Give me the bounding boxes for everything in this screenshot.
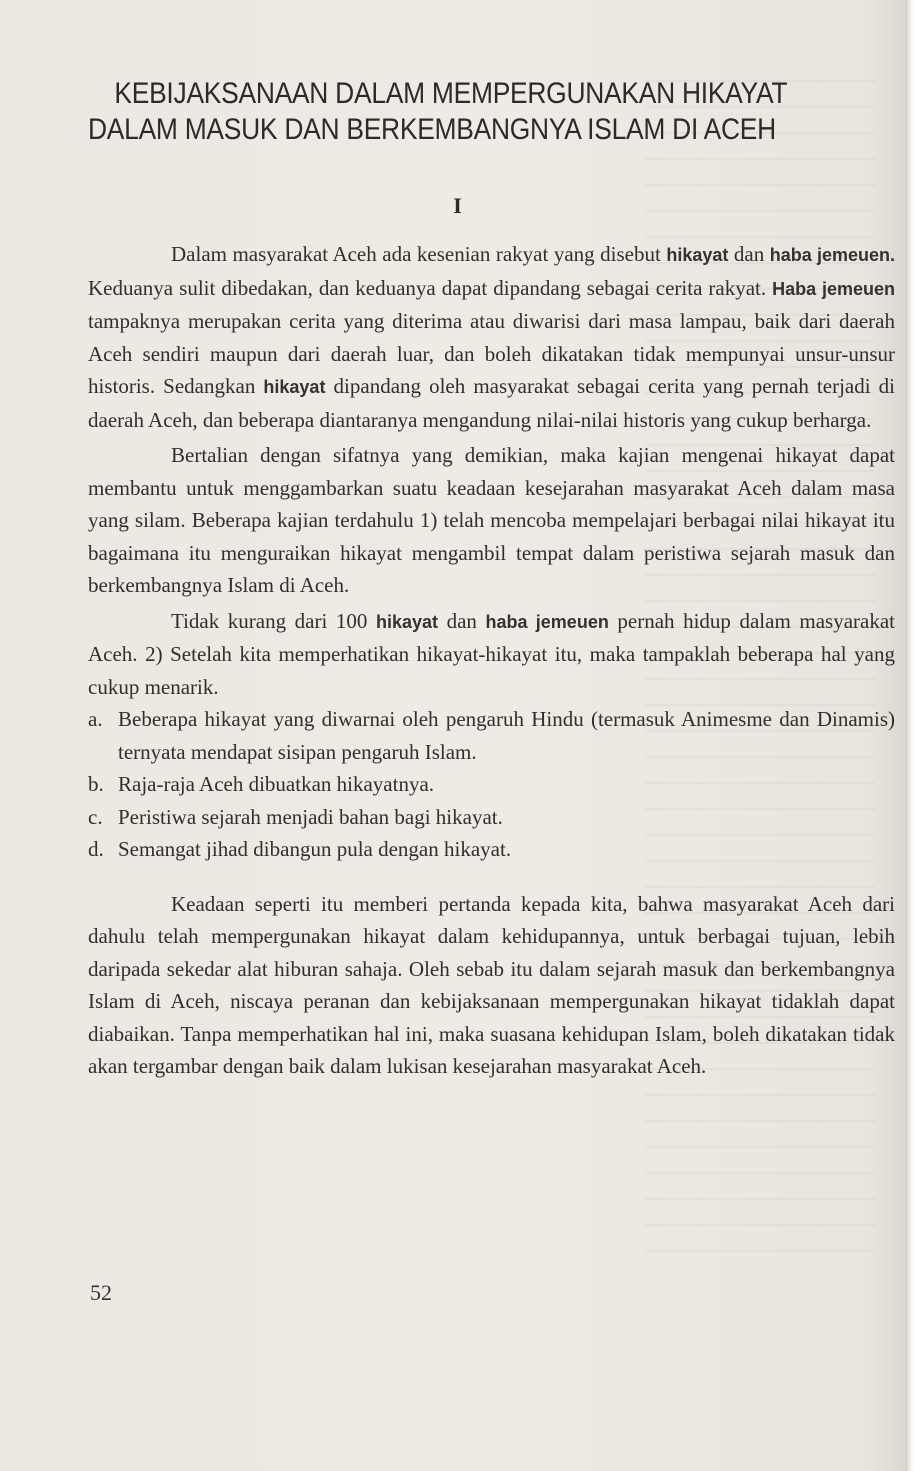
keyword-haba-jemeuen: haba jemeuen. bbox=[769, 245, 895, 265]
observation-list bbox=[88, 703, 895, 866]
keyword-haba-jemeuen: haba jemeuen bbox=[485, 611, 609, 632]
list-item bbox=[88, 801, 895, 834]
list-item-text: Raja-raja Aceh dibuatkan hikayatnya. bbox=[118, 772, 435, 796]
list-item-text: Beberapa hikayat yang diwarnai oleh pengaruh Hindu (termasuk Animesme dan Dinamis) ternyata mendapat sisipan pengaruh Islam. bbox=[118, 707, 895, 764]
list-marker: b. bbox=[88, 772, 104, 796]
list-marker: c. bbox=[88, 804, 103, 829]
chapter-title-line-1: KEBIJAKSANAAN DALAM MEMPERGUNAKAN HIKAYAT bbox=[114, 77, 788, 110]
paragraph-1-text: Keduanya sulit dibedakan, dan keduanya dapat dipandang sebagai cerita rakyat. bbox=[88, 275, 773, 300]
list-item-text: Semangat jihad dibangun pula dengan hikayat. bbox=[118, 837, 512, 861]
list-item bbox=[88, 768, 895, 801]
keyword-hikayat: hikayat bbox=[263, 377, 326, 397]
paragraph-3-text: Tidak kurang dari 100 bbox=[171, 608, 376, 633]
section-number: I bbox=[453, 193, 462, 218]
keyword-hikayat: hikayat bbox=[666, 245, 729, 265]
list-marker: d. bbox=[88, 837, 104, 861]
paragraph-2: Bertalian dengan sifatnya yang demikian, maka kajian mengenai hikayat dapat membantu untuk menggambarkan suatu keadaan kesejarahan masyarakat Aceh dalam masa yang silam. Beberapa kajian terdahulu 1) telah mencoba mempelajari berbagai nilai hikayat itu bagaimana itu menguraikan hikayat mengambil tempat dalam peristiwa sejarah masuk dan berkembangnya Islam di Aceh. bbox=[88, 443, 895, 597]
paragraph-3 bbox=[88, 605, 895, 704]
list-item bbox=[88, 703, 895, 768]
paragraph-1-text: dan bbox=[728, 242, 770, 266]
page-number: 52 bbox=[90, 1280, 112, 1305]
keyword-hikayat: hikayat bbox=[375, 611, 439, 632]
page-edge bbox=[905, 0, 915, 1471]
paragraph-1-text: Dalam masyarakat Aceh ada kesenian rakyat yang disebut bbox=[171, 242, 667, 266]
chapter-title-line-2: DALAM MASUK DAN BERKEMBANGNYA ISLAM DI ACEH bbox=[88, 113, 776, 146]
paragraph-3-text: dan bbox=[438, 608, 486, 633]
paragraph-4: Keadaan seperti itu memberi pertanda kepada kita, bahwa masyarakat Aceh dari dahulu telah mempergunakan hikayat dalam kehidupannya, untuk berbagai tujuan, lebih daripada sekedar alat hiburan sahaja. Oleh sebab itu dalam sejarah masuk dan berkembangnya Islam di Aceh, niscaya peranan dan kebijaksanaan mempergunakan hikayat tidaklah dapat diabaikan. Tanpa memperhatikan hal ini, maka suasana kehidupan Islam, boleh dikatakan tidak akan tergambar dengan baik dalam lukisan kesejarahan masyarakat Aceh. bbox=[88, 891, 895, 1078]
list-item-text: Peristiwa sejarah menjadi bahan bagi hikayat. bbox=[118, 804, 503, 829]
paragraph-1-text: tampaknya merupakan cerita yang diterima atau diwarisi dari masa lampau, baik dari daerah Aceh sendiri maupun dari daerah luar, dan boleh dikatakan tidak mempunyai unsur-unsur historis. Sedangkan bbox=[88, 309, 895, 398]
keyword-haba-jemeuen: Haba jemeuen bbox=[772, 278, 895, 299]
list-marker: a. bbox=[88, 707, 103, 731]
paragraph-1 bbox=[88, 238, 895, 436]
body-text bbox=[88, 238, 895, 1083]
chapter-title bbox=[88, 76, 810, 148]
paragraph-1-text: dipandang oleh masyarakat sebagai cerita yang pernah terjadi di daerah Aceh, dan beberapa diantaranya mengandung nilai-nilai historis yang cukup berharga. bbox=[88, 374, 895, 432]
paragraph-3-text: pernah hidup dalam masyarakat Aceh. 2) Setelah kita memperhatikan hikayat-hikayat itu, maka tampaklah beberapa hal yang cukup menarik. bbox=[88, 608, 895, 699]
list-item bbox=[88, 833, 895, 866]
